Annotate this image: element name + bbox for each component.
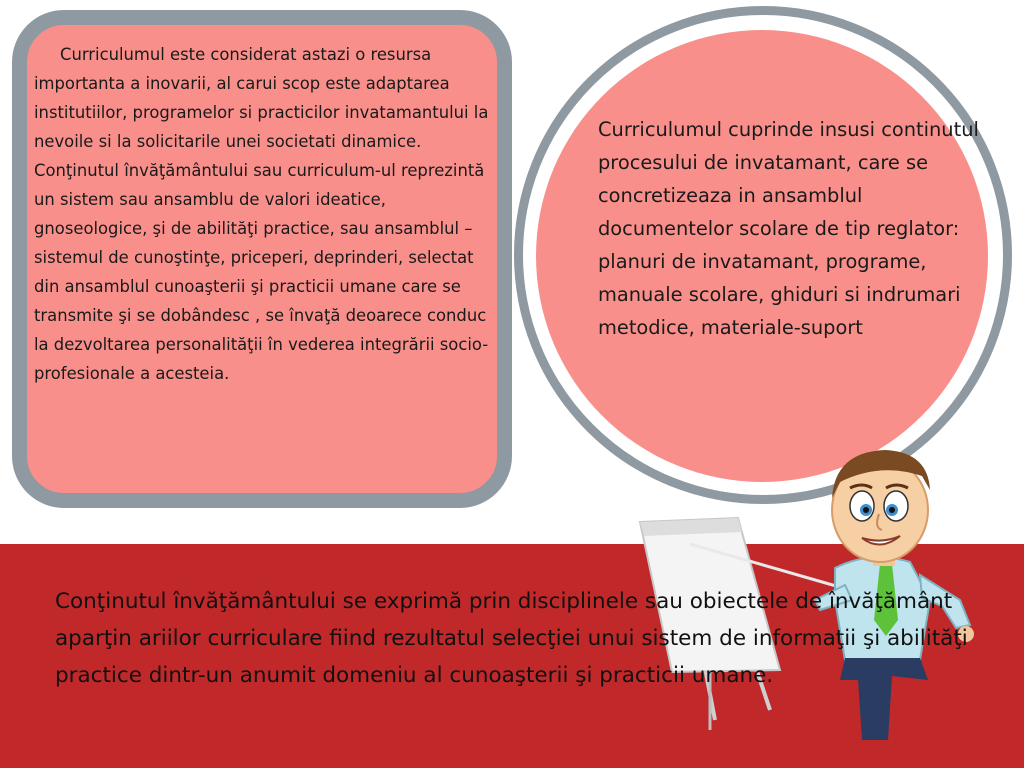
rounded-box-text: Curriculumul este considerat astazi o resursa importanta a inovarii, al carui scop este adaptarea institutiilor, programelor si practicilor invatamantului la nevoile si la solicitarile unei societati dinamice. Conţinutul învăţământului sau curriculum-ul reprezintă un sistem sau ansamblu de valori ideatice, gnoseologice, şi de abilităţi practice, sau ansamblul –sistemul de cunoştinţe, priceperi, deprinderi, selectat din ansamblul cunoaşterii şi practicii umane care se transmite şi se dobândesc , se învaţă deoarece conduc la dezvoltarea personalităţii în vederea integrării socio-profesionale a acesteia. (34, 45, 489, 383)
bottom-band-text: Conţinutul învăţământului se exprimă prin disciplinele sau obiectele de învăţământ aparţin ariilor curriculare fiind rezultatul selecţiei unui sistem de informaţii şi abilităţi practice dintr-un anumit domeniu al cunoaşterii şi practicii umane. (55, 589, 968, 688)
circle-text: Curriculumul cuprinde insusi continutul procesului de invatamant, care se concretizeaza in ansamblul documentelor scolare de tip reglator: planuri de invatamant, programe, manuale scolare, ghiduri si indrumari metodice, materiale-suport (598, 118, 979, 339)
